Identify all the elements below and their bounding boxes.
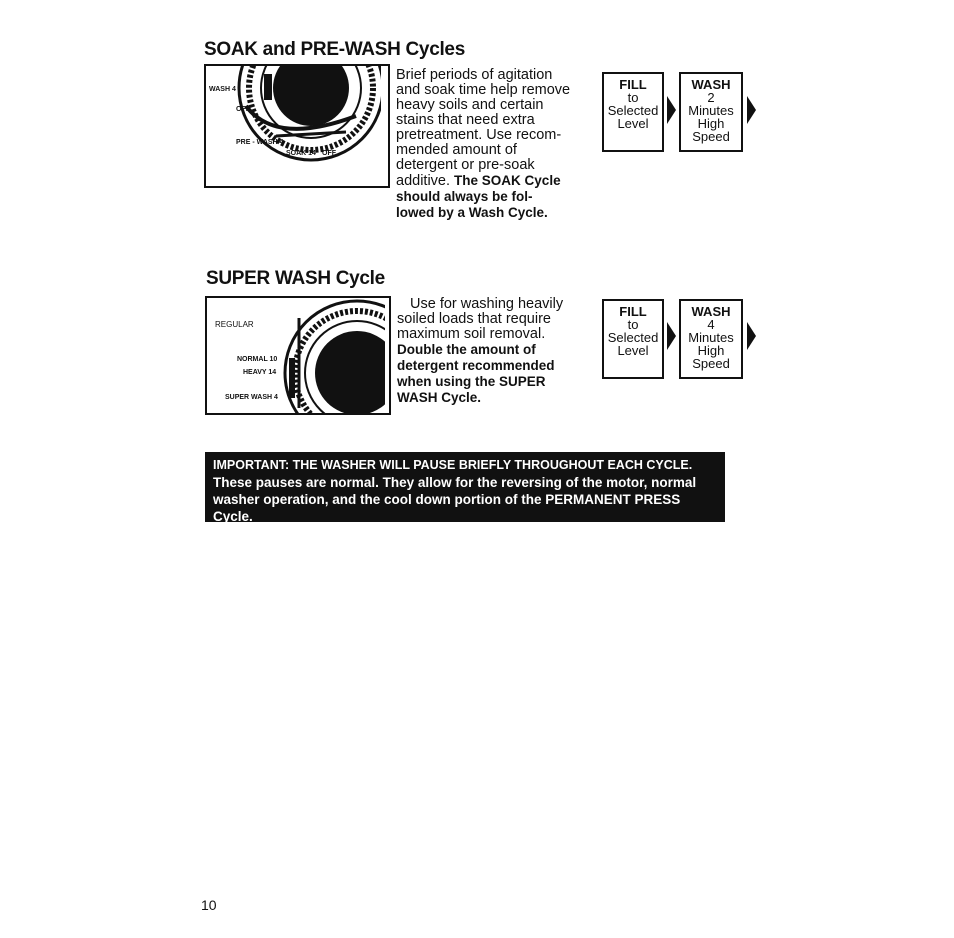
- step-line: to: [627, 317, 639, 332]
- step-title: WASH: [691, 77, 731, 92]
- step-line: Selected: [607, 103, 659, 118]
- superwash-line: soiled loads that require: [397, 311, 551, 327]
- step-line: High: [697, 116, 725, 131]
- soak-line: mended amount of: [396, 142, 517, 158]
- superwash-dial-illustration: [205, 296, 391, 415]
- important-line: Cycle.: [213, 509, 253, 524]
- dial-wash-label: WASH 4: [209, 86, 236, 93]
- superwash-heading: SUPER WASH Cycle: [206, 268, 385, 289]
- dial-heavy-label: HEAVY 14: [243, 369, 277, 376]
- superwash-bold-line: Double the amount of: [397, 342, 536, 357]
- superwash-step-wash: [679, 299, 743, 379]
- arrow-right-icon: [667, 322, 676, 350]
- soak-bold-note: lowed by a Wash Cycle.: [396, 205, 548, 220]
- step-line: 4: [707, 317, 715, 332]
- step-title: FILL: [619, 77, 647, 92]
- superwash-step-fill: [602, 299, 664, 379]
- arrow-right-icon: [747, 322, 756, 350]
- soak-bold-note: should always be fol-: [396, 189, 533, 204]
- superwash-bold-line: when using the SUPER: [397, 374, 546, 389]
- soak-line: and soak time help remove: [396, 82, 571, 98]
- soak-step-fill: [602, 72, 664, 152]
- step-title: FILL: [619, 304, 647, 319]
- soak-line: stains that need extra: [396, 112, 535, 128]
- dial-superwash-label: SUPER WASH 4: [225, 394, 278, 401]
- step-line: Level: [617, 116, 649, 131]
- superwash-description: [397, 297, 597, 406]
- dial-prewash-label: PRE - WASH 4: [236, 139, 284, 146]
- superwash-line: Use for washing heavily: [410, 296, 564, 312]
- dial-off-label: OFF: [236, 106, 250, 113]
- step-line: to: [627, 90, 639, 105]
- soak-description: [396, 68, 596, 221]
- soak-step-wash: [679, 72, 743, 152]
- step-line: Selected: [607, 330, 659, 345]
- soak-line: heavy soils and certain: [396, 97, 544, 113]
- step-line: Minutes: [688, 103, 734, 118]
- step-line: Level: [617, 343, 649, 358]
- soak-dial-illustration: [204, 64, 390, 188]
- important-line: These pauses are normal. They allow for the reversing of the motor, normal: [213, 475, 697, 490]
- soak-line: pretreatment. Use recom-: [396, 127, 562, 143]
- superwash-bold-line: WASH Cycle.: [397, 390, 482, 405]
- step-title: WASH: [691, 304, 731, 319]
- dial-soak-off-label: OFF: [322, 150, 336, 157]
- page-number: 10: [201, 897, 217, 913]
- step-line: High: [697, 343, 725, 358]
- soak-line: Brief periods of agitation: [396, 67, 553, 83]
- dial-normal-label: NORMAL 10: [237, 356, 278, 363]
- arrow-right-icon: [667, 96, 676, 124]
- soak-bold-note: The SOAK Cycle: [454, 173, 561, 188]
- dial-regular-label: REGULAR: [215, 320, 254, 329]
- soak-line: [396, 173, 596, 189]
- step-line: 2: [707, 90, 715, 105]
- superwash-bold-line: detergent recommended: [397, 358, 555, 373]
- step-line: Speed: [692, 356, 730, 371]
- soak-tail: additive.: [396, 173, 451, 189]
- important-line: washer operation, and the cool down portion of the PERMANENT PRESS: [213, 492, 681, 507]
- soak-line: detergent or pre-soak: [396, 157, 535, 173]
- superwash-line: maximum soil removal.: [397, 326, 546, 342]
- important-notice: [205, 452, 725, 522]
- soak-heading: SOAK and PRE-WASH Cycles: [204, 39, 465, 60]
- step-line: Speed: [692, 129, 730, 144]
- arrow-right-icon: [747, 96, 756, 124]
- soak-dial-graphic: [206, 66, 388, 186]
- dial-soak-label: SOAK 14: [286, 150, 316, 157]
- important-line: IMPORTANT: THE WASHER WILL PAUSE BRIEFLY THROUGHOUT EACH CYCLE.: [213, 458, 693, 472]
- step-line: Minutes: [688, 330, 734, 345]
